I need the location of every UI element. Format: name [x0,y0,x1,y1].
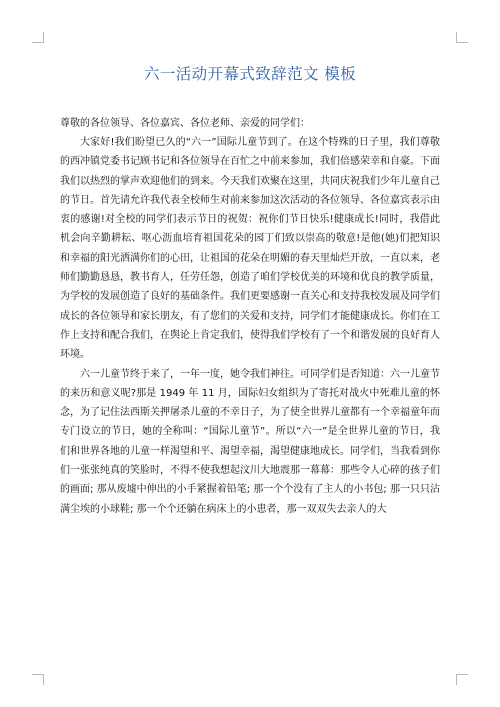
crop-mark-bottom-left [32,674,44,685]
paragraph-2: 六一儿童节终于来了，一年一度，她令我们神往。可同学们是否知道：六一儿童节的来历和意义呢?那是 1949 年 11 月，国际妇女组织为了寄托对战火中死难儿童的怀念，为了记住法西斯关押屠杀儿童的不幸日子，为了使全世界儿童都有一个幸福童年而专门设立的节日，她的全称叫：“国际儿童节”。所以“六一”是全世界儿童的节日，我们和世界各地的儿童一样渴望和平、渴望幸福，渴望健康地成长。同学们，当我看到你们一张张纯真的笑脸时，不得不使我想起汶川大地震那一幕幕：那些令人心碎的孩子们的画面; 那从废墟中伸出的小手紧握着铅笔; 那一个个没有了主人的小书包; 那一只只沾满尘埃的小球鞋; 那一个个还躺在病床上的小患者，那一双双失去亲人的大 [60,368,440,515]
crop-mark-top-right [456,32,468,43]
crop-mark-top-left [32,32,44,43]
crop-mark-bottom-right [456,674,468,685]
paragraph-1: 大家好!我们盼望已久的“六一”国际儿童节到了。在这个特殊的日子里，我们尊敬的西冲镇党委书记顾书记和各位领导在百忙之中前来参加，我们倍感荣幸和自豪。下面我们以热烈的掌声欢迎他们的到来。今天我们欢聚在这里，共同庆祝我们少年儿童自己的节日。首先请允许我代表全校师生对前来参加这次活动的各位领导、各位嘉宾表示由衷的感谢!对全校的同学们表示节日的祝贺：祝你们节日快乐!健康成长!同时，我借此机会向辛勤耕耘、呕心沥血培育祖国花朵的园丁们致以崇高的敬意!是他(她)们把知识和幸福的阳光洒满你们的心田，让祖国的花朵在明媚的春天里灿烂开放，一直以来，老师们勤勤恳恳，教书育人，任劳任怨，创造了咱们学校优美的环境和优良的教学质量，为学校的发展创造了良好的基础条件。我们更要感谢一直关心和支持我校发展及同学们成长的各位领导和家长朋友，有了您们的关爱和支持，同学们才能健康成长。你们在工作上支持和配合我们，在舆论上肯定我们，使得我们学校有了一个和谐发展的良好育人环境。 [60,137,440,361]
document-page [60,62,440,519]
salutation: 尊敬的各位领导、各位嘉宾、各位老师、亲爱的同学们： [60,118,310,129]
document-title: 六一活动开幕式致辞范文 模板 [143,65,357,83]
